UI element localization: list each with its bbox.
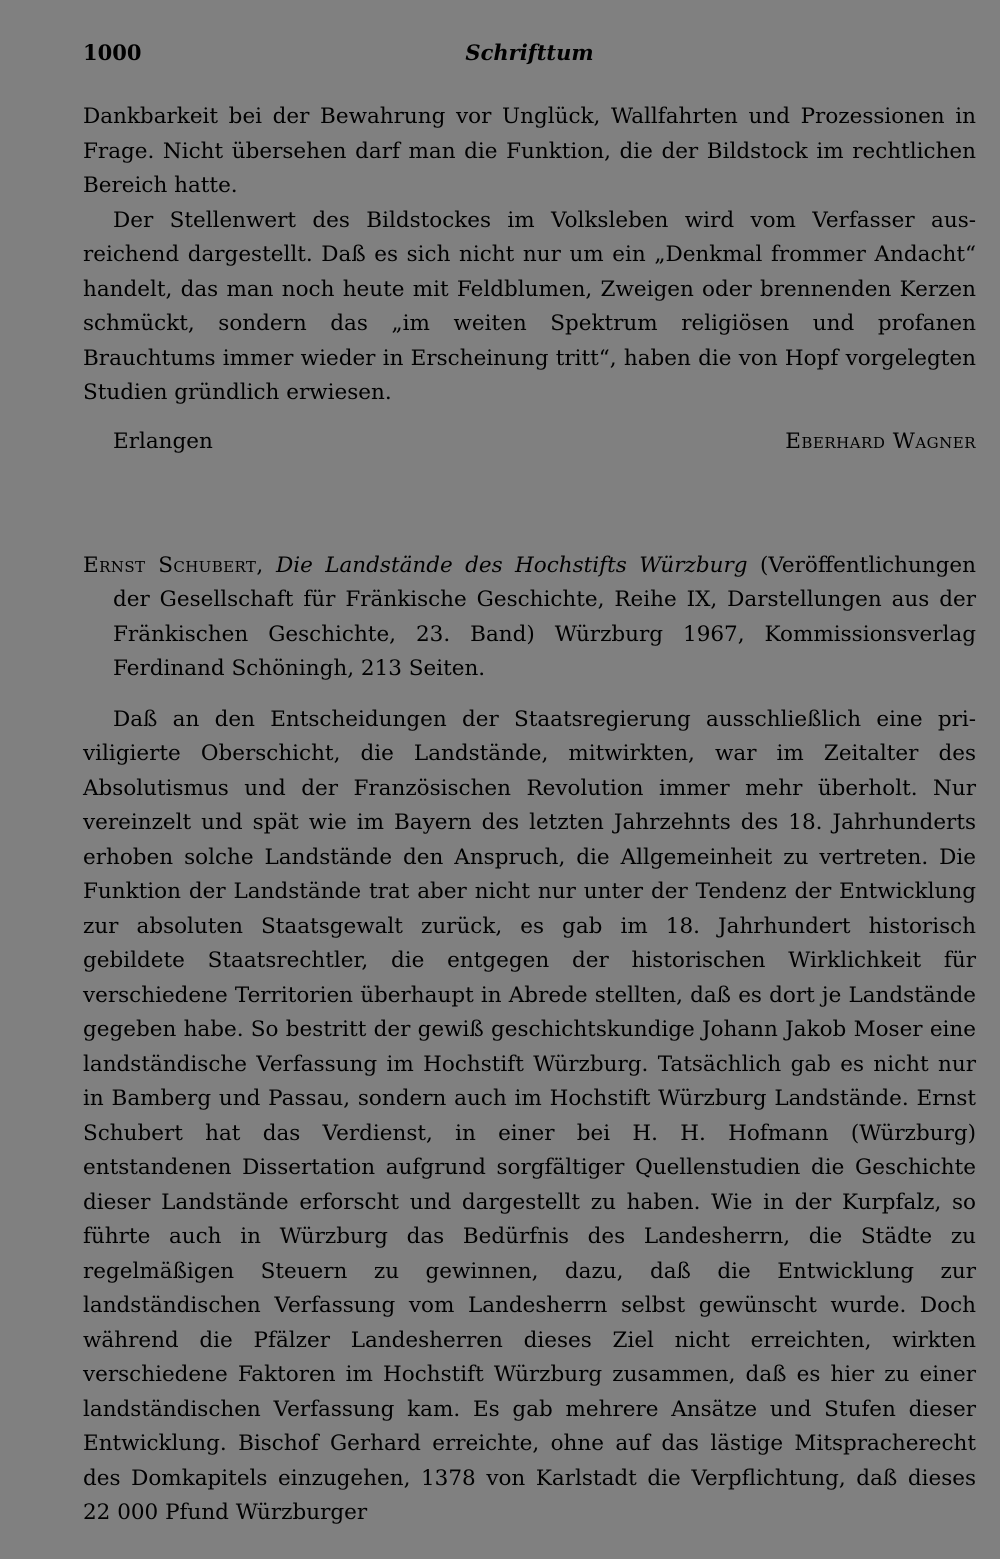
continuation-paragraph: Dankbarkeit bei der Bewahrung vor Unglück, Wallfahrten und Prozessionen in Frage. Nicht übersehen darf man die Funktion, die der Bildstock im rechtlichen Bereich hatte. [83,104,976,198]
signature-author: Eberhard Wagner [785,428,976,454]
document-page [83,40,976,1531]
citation-author: Ernst Schubert, [83,552,264,578]
page-number: 1000 [83,40,142,65]
page-header [83,40,976,70]
running-head: Schrifttum [465,40,594,65]
signature-place: Erlangen [113,428,213,454]
citation-details: (Veröffentlichungen der Gesellschaft für Fränkische Geschichte, Reihe IX, Darstellungen aus der Fränkischen Geschichte, 23. Band) Würzburg 1967, Kommissionsverlag Ferdinand Schöningh, 213 Seiten. [113,552,976,681]
conclusion-paragraph: Der Stellenwert des Bildstockes im Volksleben wird vom Verfasser ausreichend dargestellt. Daß es sich nicht nur um ein „Denkmal frommer Andacht“ handelt, das man noch heute mit Feldblumen, Zweigen oder brennenden Kerzen schmückt, sondern das „im weiten Spektrum religiösen und profanen Brauchtums immer wieder in Erscheinung tritt“, haben die von Hopf vorgelegten Studien gründlich erwiesen. [83,207,976,405]
review-signature [83,429,976,463]
bibliographic-citation [83,549,976,687]
citation-title: Die Landstände des Hochstifts Würzburg [275,552,748,578]
review-body-paragraph: Daß an den Entscheidungen der Staatsregierung ausschließlich eine priviligierte Oberschicht, die Landstände, mitwirkten, war im Zeitalter des Absolutismus und der Französischen Revolution immer mehr überholt. Nur vereinzelt und spät wie im Bayern des letzten Jahrzehnts des 18. Jahrhunderts erhoben solche Landstände den Anspruch, die Allgemeinheit zu vertreten. Die Funktion der Landstände trat aber nicht nur unter der Tendenz der Entwicklung zur absoluten Staatsgewalt zurück, es gab im 18. Jahrhundert historisch gebildete Staatsrechtler, die entgegen der historischen Wirklichkeit für verschiedene Territorien überhaupt in Abrede stellten, daß es dort je Landstände gegeben habe. So bestritt der gewiß geschichtskundige Johann Jakob Moser eine landständische Verfassung im Hochstift Würzburg. Tatsächlich gab es nicht nur in Bamberg und Passau, sondern auch im Hochstift Würzburg Landstände. Ernst Schubert hat das Verdienst, in einer bei H. H. Hofmann (Würzburg) entstandenen Dissertation aufgrund sorgfältiger Quellenstudien die Geschichte dieser Landstände erforscht und dargestellt zu haben. Wie in der Kurpfalz, so führte auch in Würzburg das Bedürfnis des Landesherrn, die Städte zu regelmäßigen Steuern zu gewinnen, dazu, daß die Entwicklung zur landständischen Verfassung vom Landesherrn selbst gewünscht wurde. Doch während die Pfälzer Landesherren dieses Ziel nicht erreichten, wirkten verschiedene Faktoren im Hochstift Würzburg zusammen, daß es hier zu einer landständischen Verfassung kam. Es gab mehrere Ansätze und Stufen dieser Entwicklung. Bischof Gerhard erreichte, ohne auf das lästige Mitspracherecht des Domkapitels einzugehen, 1378 von Karlstadt die Verpflichtung, daß dieses 22 000 Pfund Würzburger [83,706,976,1525]
